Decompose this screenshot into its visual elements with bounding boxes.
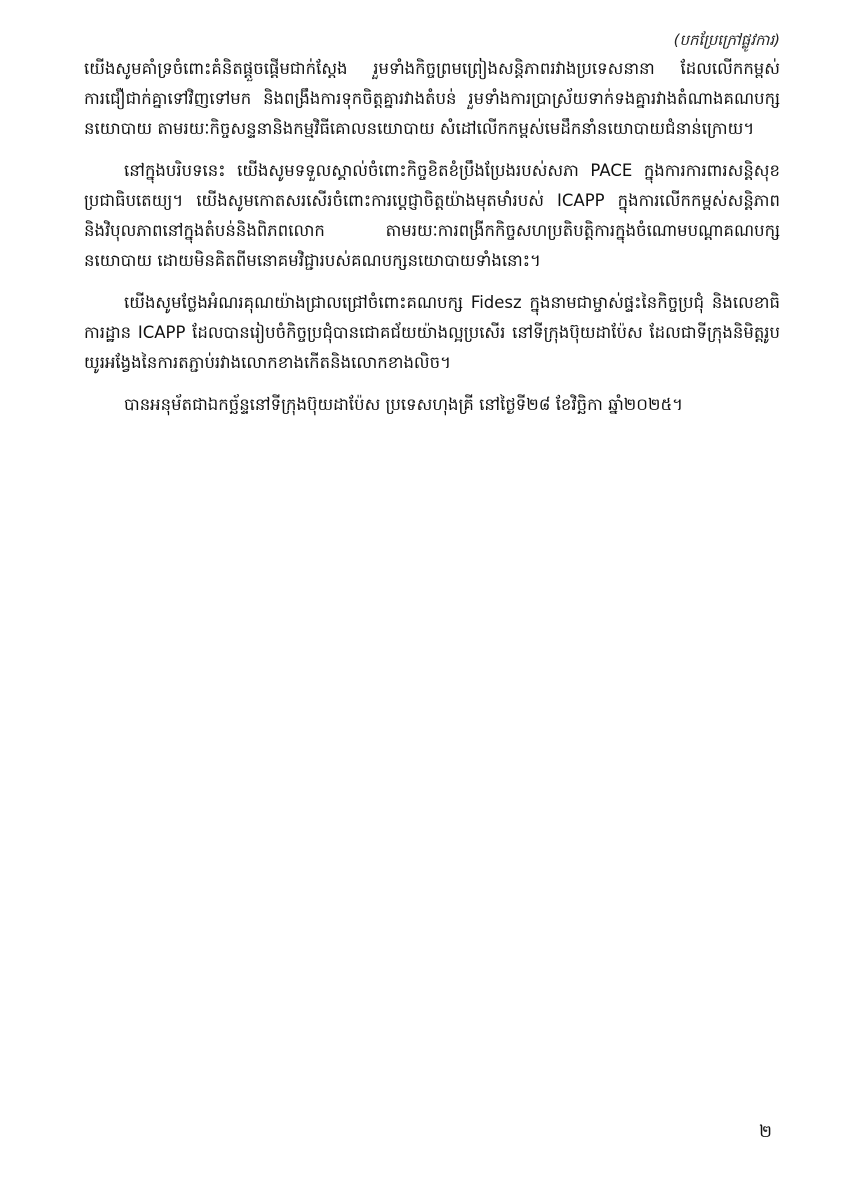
page-number: ២ bbox=[759, 1122, 772, 1142]
paragraph-gratitude-fidesz: យើងសូមថ្លែងអំណរគុណយ៉ាងជ្រាលជ្រៅចំពោះគណបក្ស Fidesz ក្នុងនាមជាម្ចាស់ផ្ទះនៃកិច្ចប្រជុំ និងលេខាធិការដ្ឋាន ICAPP ដែលបានរៀបចំកិច្ចប្រជុំបានជោគជ័យយ៉ាងល្អប្រសើរ នៅទីក្រុងប៊ុយដាប៉ែស ដែលជាទីក្រុងនិមិត្តរូបយូរអង្វែងនៃការតភ្ជាប់រវាងលោកខាងកើតនិងលោកខាងលិច។ bbox=[84, 293, 780, 372]
paragraph-pace-icapp: នៅក្នុងបរិបទនេះ យើងសូមទទួលស្គាល់ចំពោះកិច្ចខិតខំប្រឹងប្រែងរបស់សភា PACE ក្នុងការការពារសន្តិសុខប្រជាធិបតេយ្យ។ យើងសូមកោតសរសើរចំពោះការប្តេជ្ញាចិត្តយ៉ាងមុតមាំរបស់ ICAPP ក្នុងការលើកកម្ពស់សន្តិភាព និងវិបុលភាពនៅក្នុងតំបន់និងពិភពលោក តាមរយៈការពង្រីកកិច្ចសហប្រតិបត្តិការក្នុងចំណោមបណ្តាគណបក្សនយោបាយ ដោយមិនគិតពីមនោគមវិជ្ជារបស់គណបក្សនយោបាយទាំងនោះ។ bbox=[84, 161, 780, 270]
document-body bbox=[84, 54, 780, 420]
paragraph-adoption-date: បានអនុម័តជាឯកច្ឆ័ន្ទនៅទីក្រុងប៊ុយដាប៉ែស ប្រទេសហុងគ្រី នៅថ្ងៃទី២៨ ខែវិច្ឆិកា ឆ្នាំ២០២៥។ bbox=[124, 395, 684, 414]
unofficial-translation-note: (បកប្រែក្រៅផ្លូវការ) bbox=[673, 31, 780, 49]
paragraph-support-initiatives: យើងសូមគាំទ្រចំពោះគំនិតផ្តួចផ្តើមជាក់ស្តែង រួមទាំងកិច្ចព្រមព្រៀងសន្តិភាពរវាងប្រទេសនានា ដែលលើកកម្ពស់ការជឿជាក់គ្នាទៅវិញទៅមក និងពង្រឹងការទុកចិត្តគ្នារវាងតំបន់ រួមទាំងការប្រាស្រ័យទាក់ទងគ្នារវាងតំណាងគណបក្សនយោបាយ តាមរយៈកិច្ចសន្ទនានិងកម្មវិធីគោលនយោបាយ សំដៅលើកកម្ពស់មេដឹកនាំនយោបាយជំនាន់ក្រោយ។ bbox=[84, 59, 780, 138]
